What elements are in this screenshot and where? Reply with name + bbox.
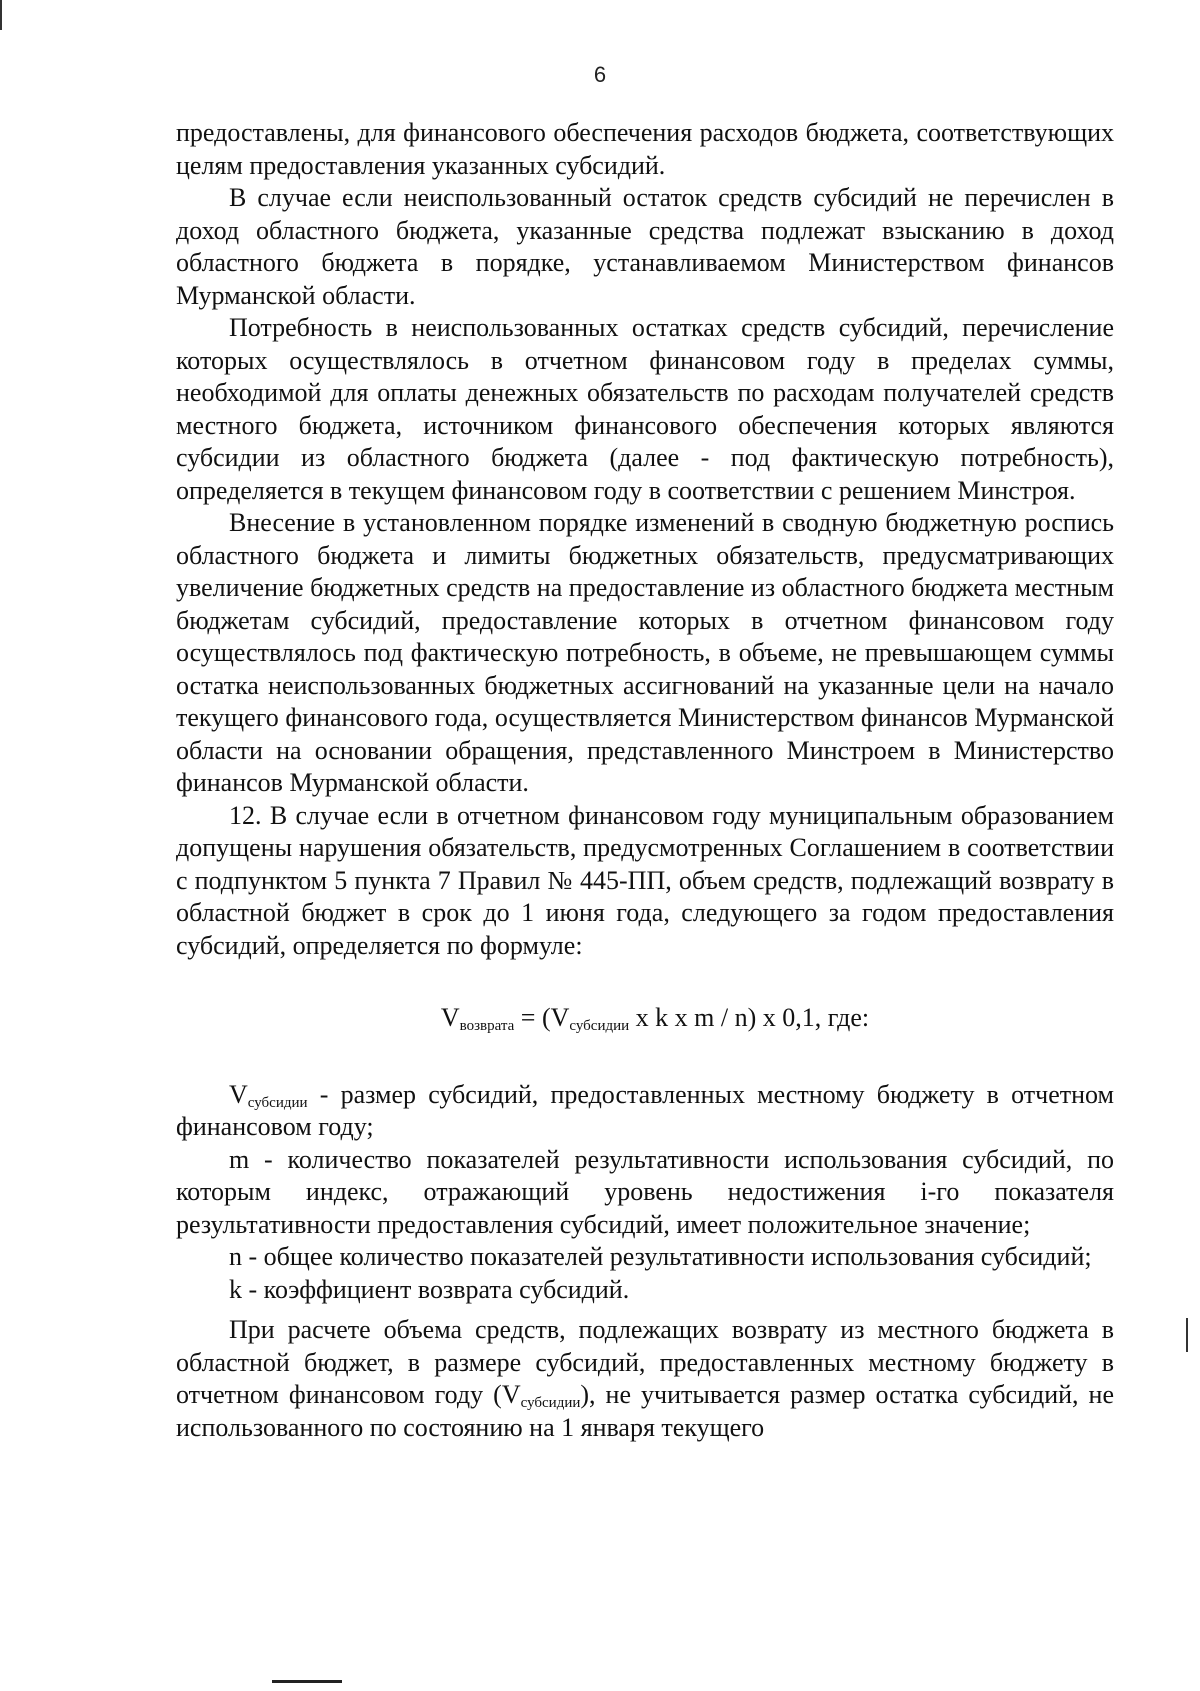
formula-lhs-symbol: V: [440, 1003, 460, 1032]
definition-v-text: - размер субсидий, предоставленных местному бюджету в отчетном финансовом году;: [176, 1079, 1114, 1141]
definition-m: m - количество показателей результативности использования субсидий, по которым индекс, отражающий уровень недостижения i-го показателя результативности предоставления субсидий, имеет положительное значение;: [176, 1144, 1114, 1239]
formula-rhs-subscript: субсидии: [569, 1018, 630, 1034]
formula-rhs-rest: x k x m / n) x 0,1, где:: [629, 1003, 870, 1032]
footer-rule: [272, 1680, 342, 1683]
calculation-note-before: При расчете объема средств, подлежащих возврату из местного бюджета в областной бюджет, в размере субсидий, предоставленных местному бюджету в отчетном финансовом году (V: [176, 1315, 1114, 1409]
calculation-note-subscript: субсидии: [520, 1395, 581, 1411]
paragraph-section-12: 12. В случае если в отчетном финансовом году муниципальным образованием допущены нарушения обязательств, предусмотренных Соглашением в соответствии с подпунктом 5 пункта 7 Правил № 445-ПП, объем средств, подлежащий возврату в областной бюджет в срок до 1 июня года, следующего за годом предоставления субсидий, определяется по формуле:: [176, 800, 1114, 960]
scan-edge-mark-left: [0, 0, 2, 30]
definition-k: k - коэффициент возврата субсидий.: [229, 1274, 630, 1304]
definition-n: n - общее количество показателей результативности использования субсидий;: [229, 1242, 1092, 1271]
formula-eq-open: = (V: [514, 1003, 570, 1032]
calculation-note-after: ), не учитывается размер остатка субсидий, не использованного по состоянию на 1 января текущего: [176, 1380, 1115, 1442]
paragraph-unused-remainder: В случае если неиспользованный остаток средств субсидий не перечислен в доход областного бюджета, указанные средства подлежат взысканию в доход областного бюджета в порядке, устанавливаемом Министерством финансов Мурманской области.: [176, 183, 1114, 310]
definition-v-subsidy: [176, 1079, 1114, 1144]
document-body: [176, 117, 1114, 1444]
paragraph-actual-need: Потребность в неиспользованных остатках средств субсидий, перечисление которых осуществлялось в отчетном финансовом году в пределах суммы, необходимой для оплаты денежных обязательств по расходам получателей средств местного бюджета, источником финансового обеспечения которых являются субсидии из областного бюджета (далее - под фактическую потребность), определяется в текущем финансовом году в соответствии с решением Минстроя.: [176, 313, 1114, 505]
paragraph-calculation-note: [176, 1314, 1114, 1444]
scan-edge-mark-right: [1186, 1318, 1188, 1352]
definition-v-subscript: субсидии: [247, 1094, 308, 1111]
page-number: 6: [593, 62, 607, 87]
paragraph-continuation: предоставлены, для финансового обеспечения расходов бюджета, соответствующих целям предоставления указанных субсидий.: [176, 118, 1114, 180]
formula-lhs-subscript: возврата: [459, 1018, 515, 1034]
definition-v-symbol: V: [229, 1079, 248, 1109]
return-volume-formula: [176, 1002, 1114, 1035]
paragraph-budget-changes: Внесение в установленном порядке изменений в сводную бюджетную роспись областного бюджета и лимиты бюджетных обязательств, предусматривающих увеличение бюджетных средств на предоставление из областного бюджета местным бюджетам субсидий, предоставление которых в отчетном финансовом году осуществлялось под фактическую потребность, в объеме, не превышающем суммы остатка неиспользованных бюджетных ассигнований на указанные цели на начало текущего финансового года, осуществляется Министерством финансов Мурманской области на основании обращения, представленного Минстроем в Министерство финансов Мурманской области.: [176, 508, 1114, 797]
